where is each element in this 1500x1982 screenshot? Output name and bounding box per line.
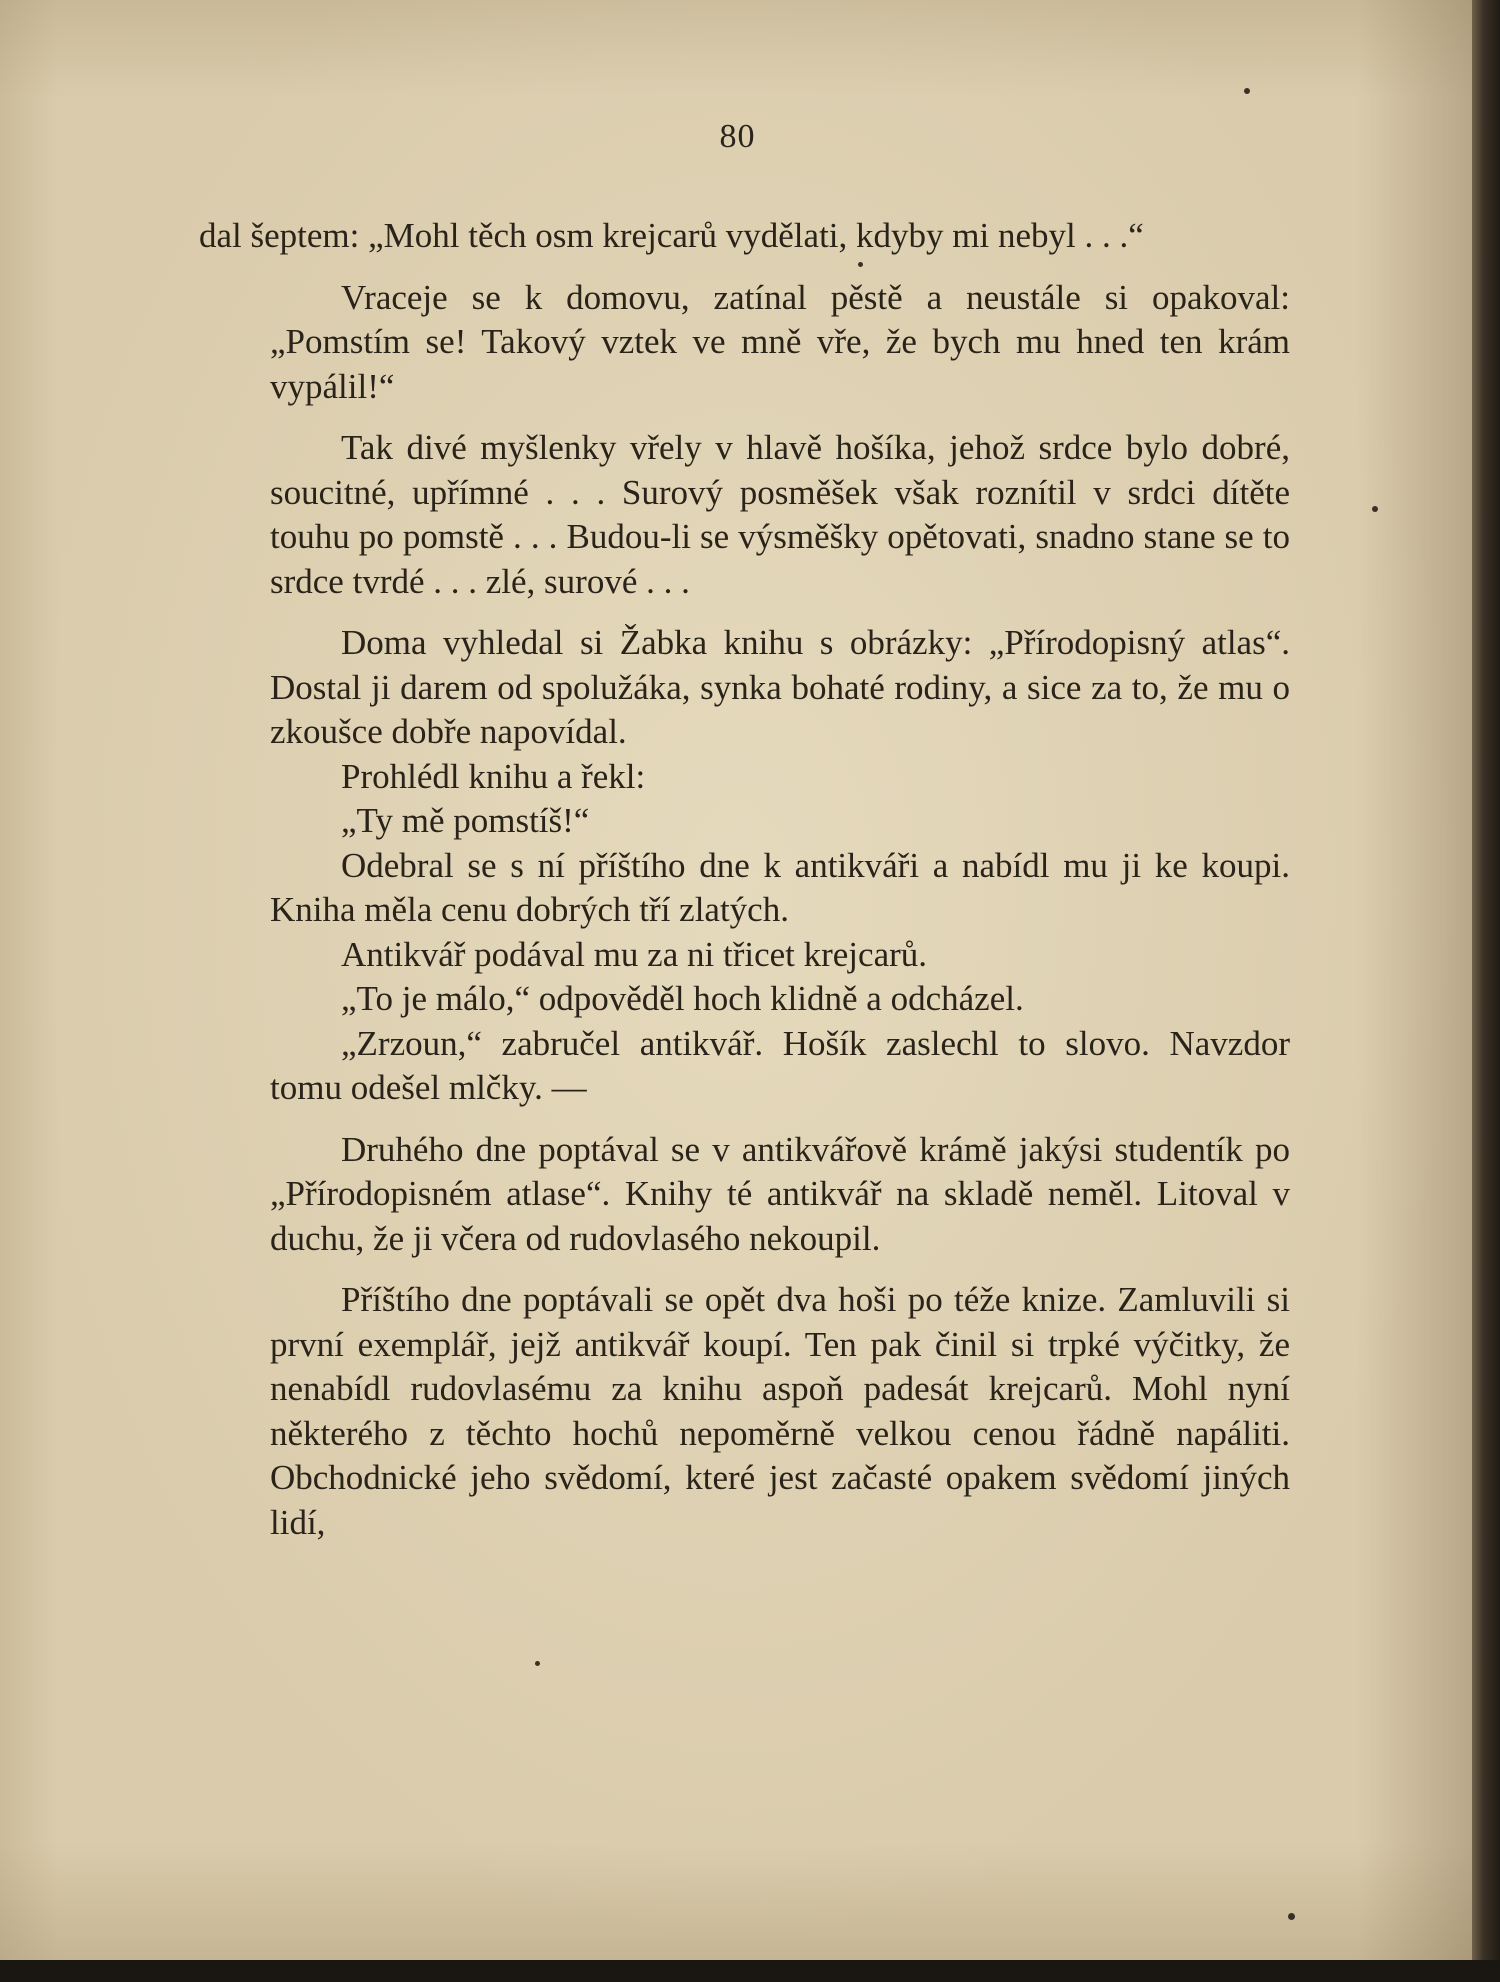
paragraph-5: Prohlédl knihu a řekl: [341,756,646,796]
paper-speck [858,262,863,267]
paragraph-8: Antikvář podával mu za ni třicet krejcarů. [341,934,928,974]
paragraph-11: Druhého dne poptával se v antikvářově krámě jakýsi studentík po „Přírodopisném atlase“. Knihy té antikvář na skladě neměl. Litoval v duchu, že ji včera od rudovlasého nekoupil. [270,1129,1290,1258]
page-number: 80 [719,118,756,155]
paper-speck [1372,506,1378,512]
paper-speck [1288,1913,1295,1920]
paragraph-10: „Zrzoun,“ zabručel antikvář. Hošík zaslechl to slovo. Navzdor tomu odešel mlčky. — [270,1023,1290,1107]
book-gutter [1472,0,1500,1960]
paragraph-12: Příštího dne poptávali se opět dva hoši po téže knize. Zamluvili si první exemplář, jejž antikvář koupí. Ten pak činil si trpké výčitky, že nenabídl rudovlasému za knihu aspoň padesát krejcarů. Mohl nyní některého z těchto hochů nepoměrně velkou cenou řádně napáliti. Obchodnické jeho svědomí, které jest začasté opakem svědomí jiných lidí, [270,1280,1290,1542]
paragraph-6: „Ty mě pomstíš!“ [341,801,590,840]
page-text [199,214,1290,1545]
paragraph-4: Doma vyhledal si Žabka knihu s obrázky: „Přírodopisný atlas“. Dostal ji darem od spolužáka, synka bohaté rodiny, a sice za to, že mu o zkoušce dobře napovídal. [270,623,1290,751]
paragraph-2: Vraceje se k domovu, zatínal pěstě a neustále si opakoval: „Pomstím se! Takový vztek ve mně vře, že bych mu hned ten krám vypálil!“ [270,277,1290,406]
paragraph-9: „To je málo,“ odpověděl hoch klidně a odcházel. [341,979,1024,1018]
paper-speck [1244,88,1250,94]
paragraph-7: Odebral se s ní příštího dne k antikváři a nabídl mu ji ke koupi. Kniha měla cenu dobrých tří zlatých. [270,845,1290,929]
paragraph-3: Tak divé myšlenky vřely v hlavě hošíka, jehož srdce bylo dobré, soucitné, upřímné . . . Surový posměšek však roznítil v srdci dítěte touhu po pomstě . . . Budou-li se výsměšky opětovati, snadno stane se to srdce tvrdé . . . zlé, surové . . . [270,428,1290,601]
paragraph-1: dal šeptem: „Mohl těch osm krejcarů vydělati, kdyby mi nebyl . . .“ [199,216,1144,255]
paper-speck [535,1661,540,1666]
